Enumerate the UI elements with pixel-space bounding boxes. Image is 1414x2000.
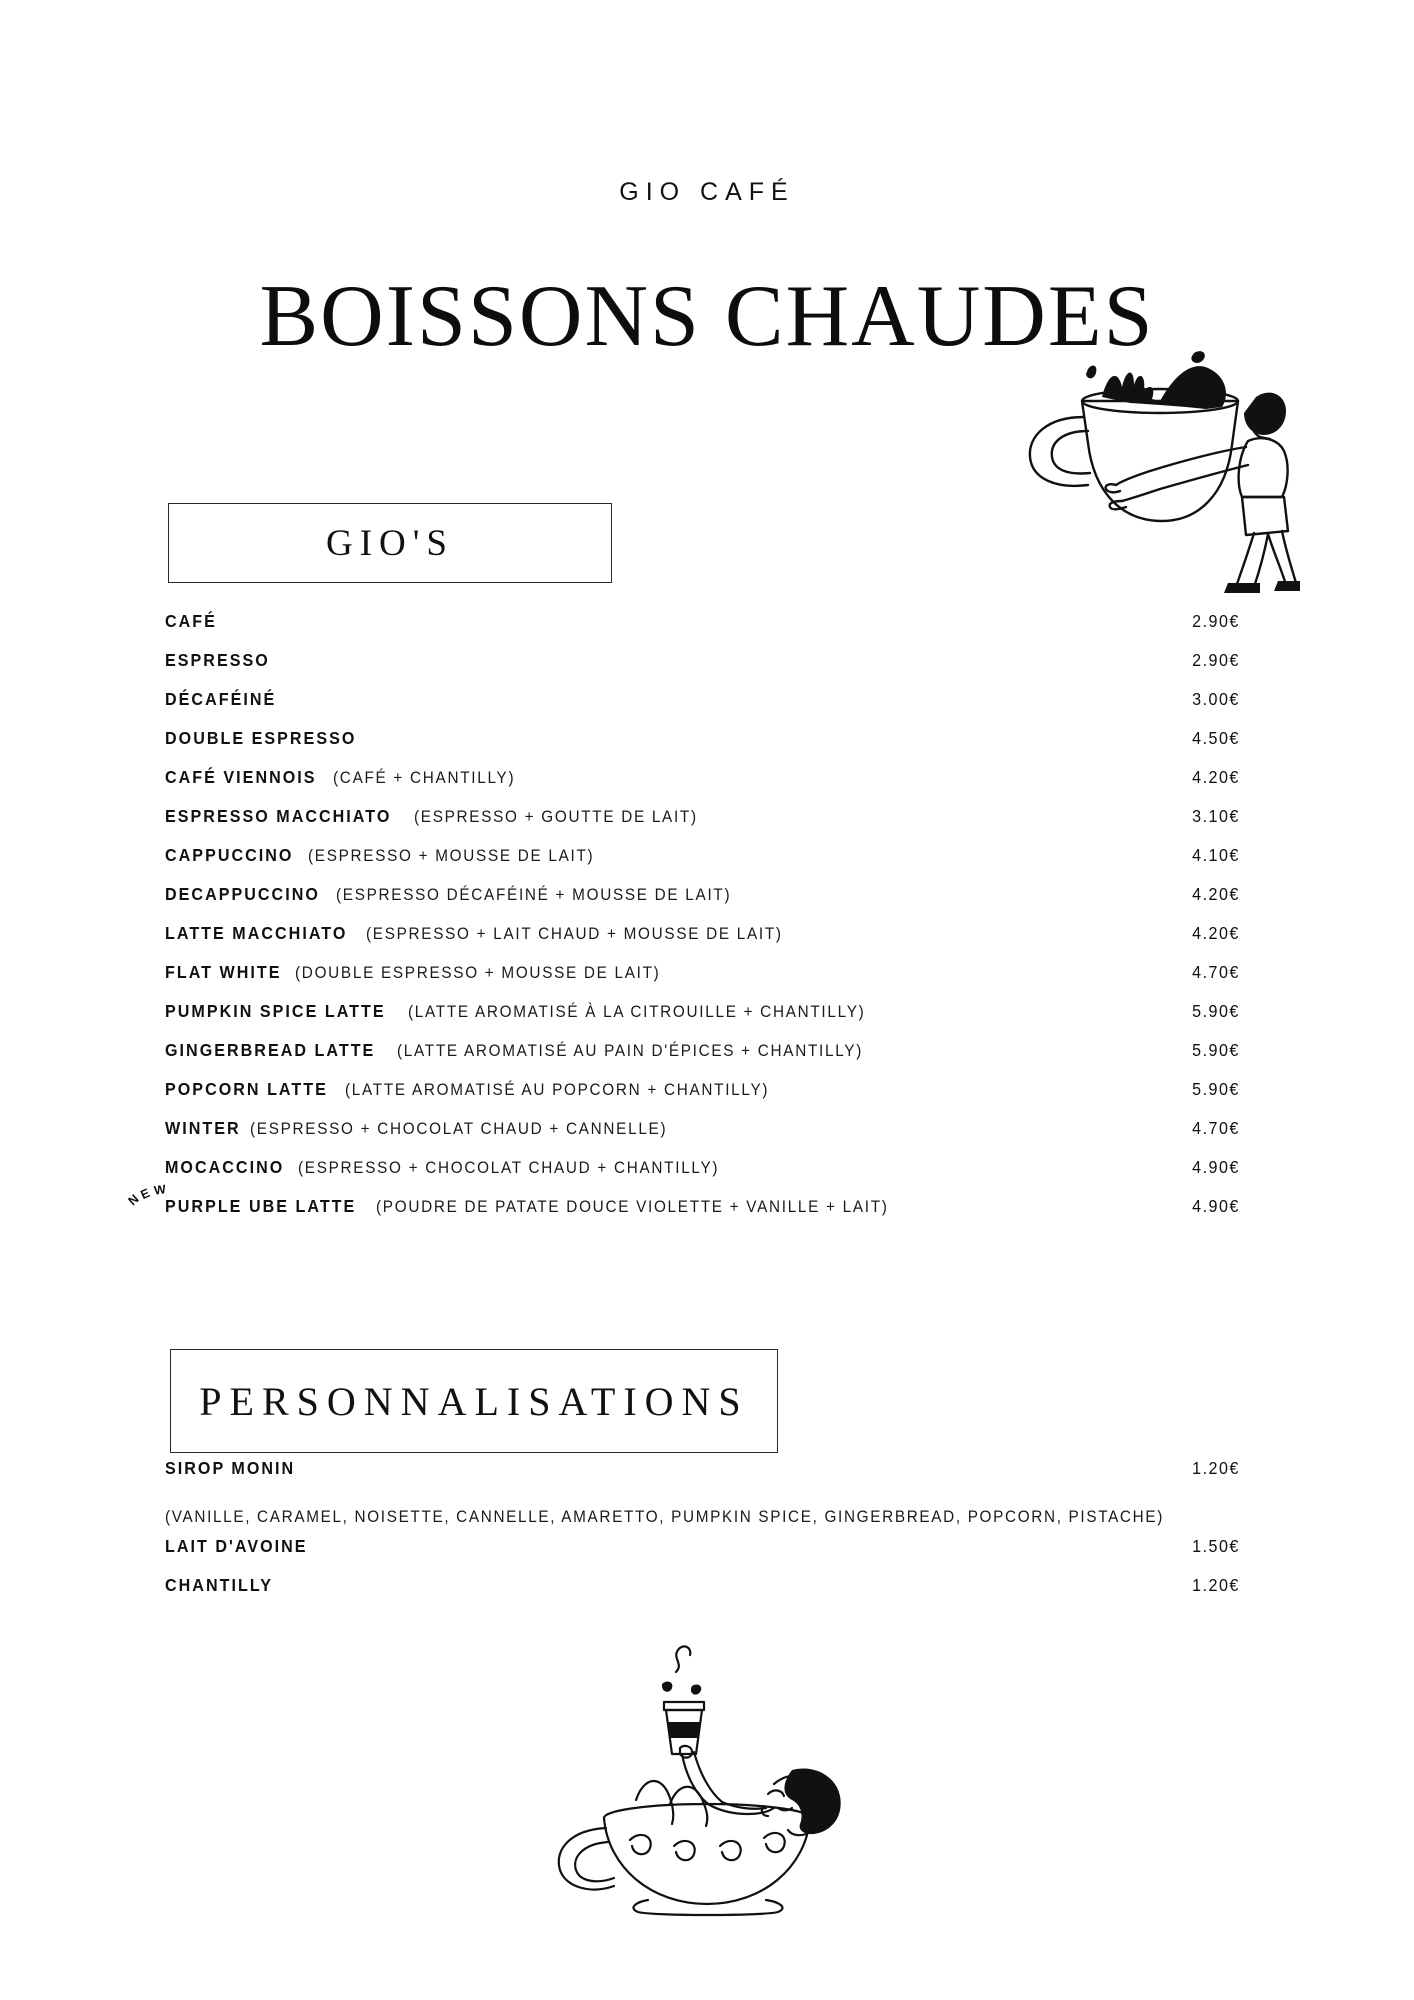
section-header-gios xyxy=(168,503,612,583)
item-description: (POUDRE DE PATATE DOUCE VIOLETTE + VANILLE + LAIT) xyxy=(375,1197,889,1216)
menu-row[interactable] xyxy=(165,1118,1240,1157)
item-price: 3.10€ xyxy=(1192,806,1240,826)
item-price: 4.70€ xyxy=(1192,1118,1240,1138)
item-name: POPCORN LATTE xyxy=(165,1079,328,1099)
person-carrying-coffee-cup-illustration xyxy=(1010,325,1300,595)
item-description: (ESPRESSO DÉCAFÉINÉ + MOUSSE DE LAIT) xyxy=(336,885,732,904)
menu-row[interactable] xyxy=(165,884,1240,923)
item-price: 1.20€ xyxy=(1192,1575,1240,1595)
item-price: 4.70€ xyxy=(1192,962,1240,982)
item-description: (DOUBLE ESPRESSO + MOUSSE DE LAIT) xyxy=(294,963,661,982)
menu-row[interactable] xyxy=(165,1001,1240,1040)
item-description: (ESPRESSO + CHOCOLAT CHAUD + CANNELLE) xyxy=(250,1119,668,1138)
item-name: CAFÉ VIENNOIS xyxy=(165,767,317,787)
item-name: DÉCAFÉINÉ xyxy=(165,689,277,709)
item-name: CAPPUCCINO xyxy=(165,845,294,865)
item-price: 4.90€ xyxy=(1192,1196,1240,1216)
item-price: 4.10€ xyxy=(1192,845,1240,865)
item-description: (ESPRESSO + LAIT CHAUD + MOUSSE DE LAIT) xyxy=(366,924,783,943)
item-price: 4.20€ xyxy=(1192,884,1240,904)
item-price: 1.50€ xyxy=(1192,1536,1240,1556)
item-price: 5.90€ xyxy=(1192,1001,1240,1021)
menu-row[interactable] xyxy=(125,1182,1240,1235)
menu-row[interactable] xyxy=(165,650,1240,689)
section-header-personnalisations xyxy=(170,1349,778,1453)
item-description: (LATTE AROMATISÉ AU POPCORN + CHANTILLY) xyxy=(345,1080,770,1099)
item-price: 4.20€ xyxy=(1192,923,1240,943)
menu-list-gios xyxy=(125,611,1240,1235)
menu-row[interactable] xyxy=(165,1079,1240,1118)
item-description: (ESPRESSO + CHOCOLAT CHAUD + CHANTILLY) xyxy=(297,1158,719,1177)
menu-list-personnalisations xyxy=(165,1458,1240,1614)
new-badge-letter: W xyxy=(153,1182,167,1198)
item-name: MOCACCINO xyxy=(165,1157,285,1177)
menu-row[interactable] xyxy=(165,767,1240,806)
item-name: GINGERBREAD LATTE xyxy=(165,1040,376,1060)
item-name: SIROP MONIN xyxy=(165,1458,296,1478)
item-name: DOUBLE ESPRESSO xyxy=(165,728,357,748)
new-badge-letter: E xyxy=(138,1185,152,1203)
item-description: (ESPRESSO + MOUSSE DE LAIT) xyxy=(307,846,595,865)
menu-row[interactable] xyxy=(165,728,1240,767)
section-label-personnalisations: PERSONNALISATIONS xyxy=(199,1378,749,1424)
item-name: LATTE MACCHIATO xyxy=(165,923,348,943)
item-price: 5.90€ xyxy=(1192,1079,1240,1099)
item-price: 2.90€ xyxy=(1192,650,1240,670)
item-name: ESPRESSO MACCHIATO xyxy=(165,806,392,826)
menu-row[interactable] xyxy=(165,806,1240,845)
section-label-gios: GIO'S xyxy=(325,522,454,564)
item-name: PURPLE UBE LATTE xyxy=(165,1196,357,1216)
menu-row[interactable] xyxy=(165,962,1240,1001)
menu-row[interactable] xyxy=(165,845,1240,884)
item-name: FLAT WHITE xyxy=(165,962,282,982)
item-name: CAFÉ xyxy=(165,611,217,631)
item-description: (CAFÉ + CHANTILLY) xyxy=(332,768,515,787)
brand-name: GIO CAFÉ xyxy=(619,178,795,206)
item-name: PUMPKIN SPICE LATTE xyxy=(165,1001,386,1021)
menu-row[interactable] xyxy=(165,1157,1240,1196)
menu-row[interactable] xyxy=(165,1575,1240,1614)
menu-row[interactable] xyxy=(165,611,1240,650)
menu-row[interactable] xyxy=(165,923,1240,962)
menu-row[interactable] xyxy=(165,1040,1240,1079)
menu-row[interactable] xyxy=(165,1536,1240,1575)
menu-row[interactable] xyxy=(165,1458,1240,1497)
item-description: (LATTE AROMATISÉ AU PAIN D'ÉPICES + CHANTILLY) xyxy=(396,1041,863,1060)
item-price: 4.90€ xyxy=(1192,1157,1240,1177)
item-description: (LATTE AROMATISÉ À LA CITROUILLE + CHANTILLY) xyxy=(407,1002,866,1021)
item-price: 4.50€ xyxy=(1192,728,1240,748)
syrup-flavour-note: (VANILLE, CARAMEL, NOISETTE, CANNELLE, AMARETTO, PUMPKIN SPICE, GINGERBREAD, POPCORN, PISTACHE) xyxy=(165,1507,1164,1526)
page-title: BOISSONS CHAUDES xyxy=(259,267,1155,365)
item-name: ESPRESSO xyxy=(165,650,270,670)
item-price: 4.20€ xyxy=(1192,767,1240,787)
item-price: 2.90€ xyxy=(1192,611,1240,631)
person-relaxing-in-teacup-illustration xyxy=(552,1628,862,1918)
item-name: WINTER xyxy=(165,1118,241,1138)
item-name: CHANTILLY xyxy=(165,1575,273,1595)
menu-row[interactable] xyxy=(165,689,1240,728)
item-name: LAIT D'AVOINE xyxy=(165,1536,308,1556)
item-price: 3.00€ xyxy=(1192,689,1240,709)
item-price: 1.20€ xyxy=(1192,1458,1240,1478)
item-price: 5.90€ xyxy=(1192,1040,1240,1060)
new-badge-letter: N xyxy=(125,1191,142,1209)
item-name: DECAPPUCCINO xyxy=(165,884,320,904)
item-description: (ESPRESSO + GOUTTE DE LAIT) xyxy=(414,807,698,826)
